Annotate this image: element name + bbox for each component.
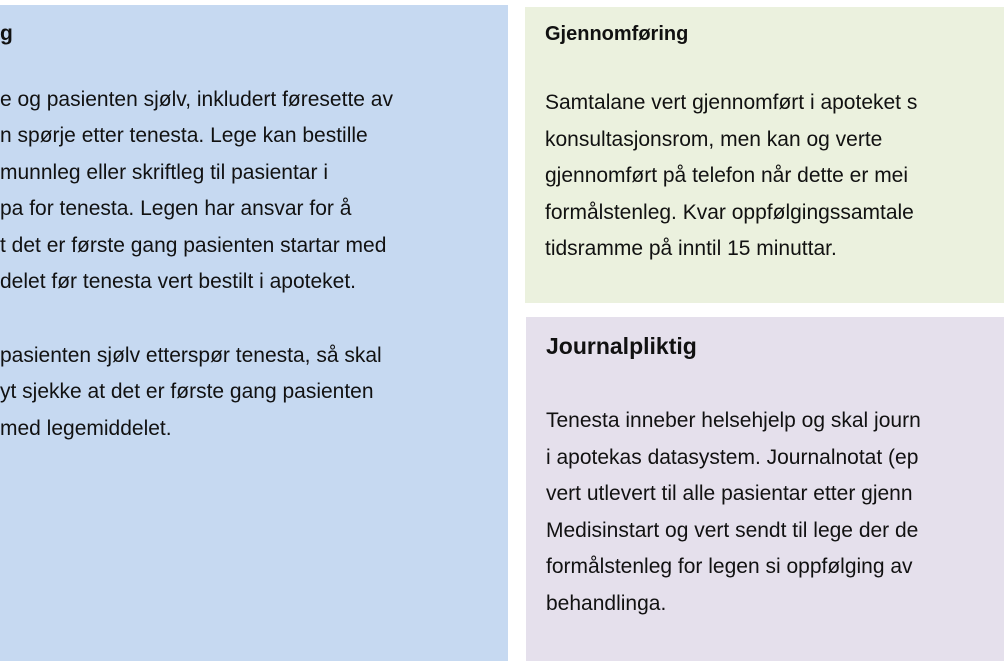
gjennomforing-line: gjennomført på telefon når dette er mei: [545, 164, 909, 187]
gjennomforing-heading: Gjennomføring: [545, 23, 689, 45]
left-panel-line: e og pasienten sjølv, inkludert føresette av: [0, 88, 393, 111]
left-panel-line: med legemiddelet.: [0, 417, 172, 440]
left-panel-line: yt sjekke at det er første gang pasienten: [0, 380, 374, 403]
left-panel-line: n spørje etter tenesta. Lege kan bestille: [0, 124, 368, 147]
journalpliktig-heading: Journalpliktig: [546, 333, 697, 359]
left-panel-line: t det er første gang pasienten startar med: [0, 234, 387, 257]
journalpliktig-line: formålstenleg for legen si oppfølging av: [546, 555, 913, 578]
gjennomforing-line: Samtalane vert gjennomført i apoteket s: [545, 91, 918, 114]
left-panel-heading: g: [0, 22, 13, 45]
left-panel-line: pa for tenesta. Legen har ansvar for å: [0, 197, 352, 220]
left-panel-line: delet før tenesta vert bestilt i apoteket.: [0, 270, 357, 293]
left-panel-line: pasienten sjølv etterspør tenesta, så skal: [0, 344, 382, 367]
left-info-panel: [0, 5, 508, 661]
gjennomforing-panel: [525, 7, 1004, 303]
gjennomforing-line: tidsramme på inntil 15 minuttar.: [545, 237, 837, 260]
gjennomforing-line: konsultasjonsrom, men kan og verte: [545, 128, 883, 151]
journalpliktig-line: Medisinstart og vert sendt til lege der de: [546, 519, 919, 542]
journalpliktig-line: i apotekas datasystem. Journalnotat (ep: [546, 446, 919, 469]
gjennomforing-line: formålstenleg. Kvar oppfølgingssamtale: [545, 201, 914, 224]
journalpliktig-line: behandlinga.: [546, 592, 667, 615]
journalpliktig-panel: [526, 317, 1004, 661]
journalpliktig-line: vert utlevert til alle pasientar etter gjenn: [546, 482, 913, 505]
left-panel-line: munnleg eller skriftleg til pasientar i: [0, 161, 328, 184]
journalpliktig-line: Tenesta inneber helsehjelp og skal journ: [546, 409, 921, 432]
